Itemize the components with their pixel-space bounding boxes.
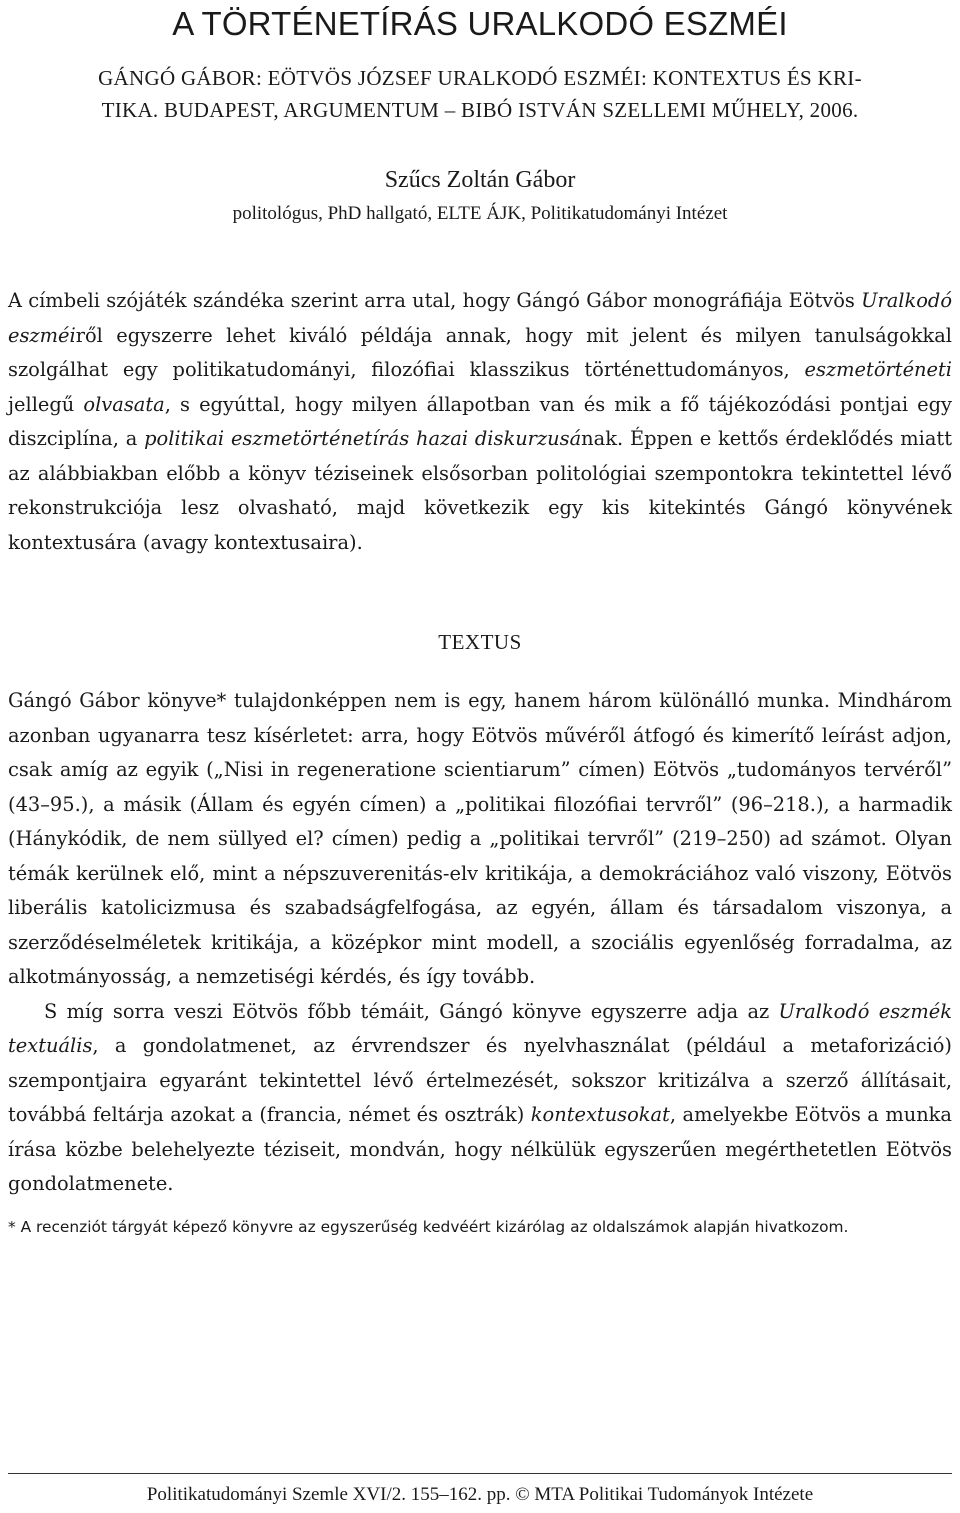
- intro-italic-olvasata: olvasata: [83, 392, 165, 416]
- textus2-text-2: , a gondolatmenet, az érvrendszer és nyelvhasználat (például a metaforizáció) szempontjaira egyaránt tekintettel lévő értelmezését, sokszor kritizálva a szerző állításait, továbbá feltárja azokat a (francia, német és osztrák): [8, 1034, 952, 1126]
- intro-italic-diskurzus: politikai eszmetörténetírás hazai diskurzusá: [144, 427, 582, 450]
- textus2-italic-title: Uralkodó eszmék textuális: [8, 999, 952, 1057]
- intro-text-5: nak. Éppen e kettős érdeklődés miatt az alábbiakban előbb a könyv téziseinek elsősorban politológiai szempontokra tekintettel lévő rekonstrukciója lesz olvasható, majd következik egy kis kitekintés Gángó könyvének kontextusára (avagy kontextusaira).: [8, 427, 952, 554]
- intro-text-2: ről egyszerre lehet kiváló példája annak, hogy mit jelent és milyen tanulságokkal szolgálhat egy politikatudományi, filozófiai klasszikus történettudományos,: [8, 323, 952, 381]
- intro-text-1: A címbeli szójáték szándéka szerint arra utal, hogy Gángó Gábor monográfiája Eötvös: [8, 289, 862, 312]
- reviewed-book-reference: [34, 62, 926, 126]
- intro-italic-eszmetorteneti: eszmetörténeti: [804, 358, 952, 381]
- author-affiliation: politológus, PhD hallgató, ELTE ÁJK, Politikatudományi Intézet: [232, 203, 728, 224]
- intro-text-3: jellegű: [8, 392, 84, 416]
- author-name: Szűcs Zoltán Gábor: [384, 167, 576, 193]
- article-title: A TÖRTÉNETÍRÁS URALKODÓ ESZMÉI: [172, 5, 788, 42]
- article-page: [8, 0, 952, 1241]
- intro-paragraph: [8, 284, 952, 560]
- textus2-italic-kontextusokat: kontextusokat: [530, 1103, 670, 1126]
- textus-paragraph-1: Gángó Gábor könyve* tulajdonképpen nem is egy, hanem három különálló munka. Mindhárom azonban ugyanarra tesz kísérletet: arra, hogy Eötvös művéről átfogó és kimerítő leírást adjon, csak amíg az egyik („Nisi in regeneratione scientiarum” címen) Eötvös „tudományos tervéről” (43–95.), a másik (Állam és egyén címen) a „politikai filozófiai tervről” (96–218.), a harmadik (Hánykódik, de nem süllyed el? címen) pedig a „politikai tervről” (219–250) ad számot. Olyan témák kerülnek elő, mint a népszuverenitás-elv kritikája, a demokráciához való viszony, Eötvös liberális katolicizmusa és szabadságfelfogása, az egyén, állam és társadalom viszonya, a szerződéselméletek kritikája, a középkor mint modell, a szociális egyenlőség forradalma, az alkotmányosság, a nemzetiségi kérdés, és így tovább.: [8, 689, 952, 988]
- footnote: * A recenziót tárgyát képező könyvre az egyszerűség kedvéért kizárólag az oldalszámok alapján hivatkozom.: [8, 1217, 849, 1236]
- journal-citation-footer: Politikatudományi Szemle XVI/2. 155–162. pp. © MTA Politikai Tudományok Intézete: [146, 1484, 814, 1505]
- book-reference-line-1: GÁNGÓ GÁBOR: EÖTVÖS JÓZSEF URALKODÓ ESZMÉI: KONTEXTUS ÉS KRI-: [98, 66, 862, 90]
- intro-text-4: , s egyúttal, hogy milyen állapotban van és mik a fő tájékozódási pontjai egy diszciplína, a: [8, 392, 953, 450]
- book-reference-line-2: TIKA. BUDAPEST, ARGUMENTUM – BIBÓ ISTVÁN SZELLEMI MŰHELY, 2006.: [101, 98, 859, 122]
- textus2-text-1: S míg sorra veszi Eötvös főbb témáit, Gángó könyve egyszerre adja az: [44, 999, 779, 1023]
- footer-divider: [8, 1473, 952, 1474]
- intro-italic-title: Uralkodó eszméi: [8, 289, 952, 347]
- section-heading-textus: TEXTUS: [438, 630, 522, 654]
- textus-paragraph-2: [8, 995, 952, 1202]
- textus2-text-3: , amelyekbe Eötvös a munka írása közbe belehelyezte téziseit, mondván, hogy nélkülük egyszerűen megérthetetlen Eötvös gondolatmenete.: [8, 1103, 952, 1195]
